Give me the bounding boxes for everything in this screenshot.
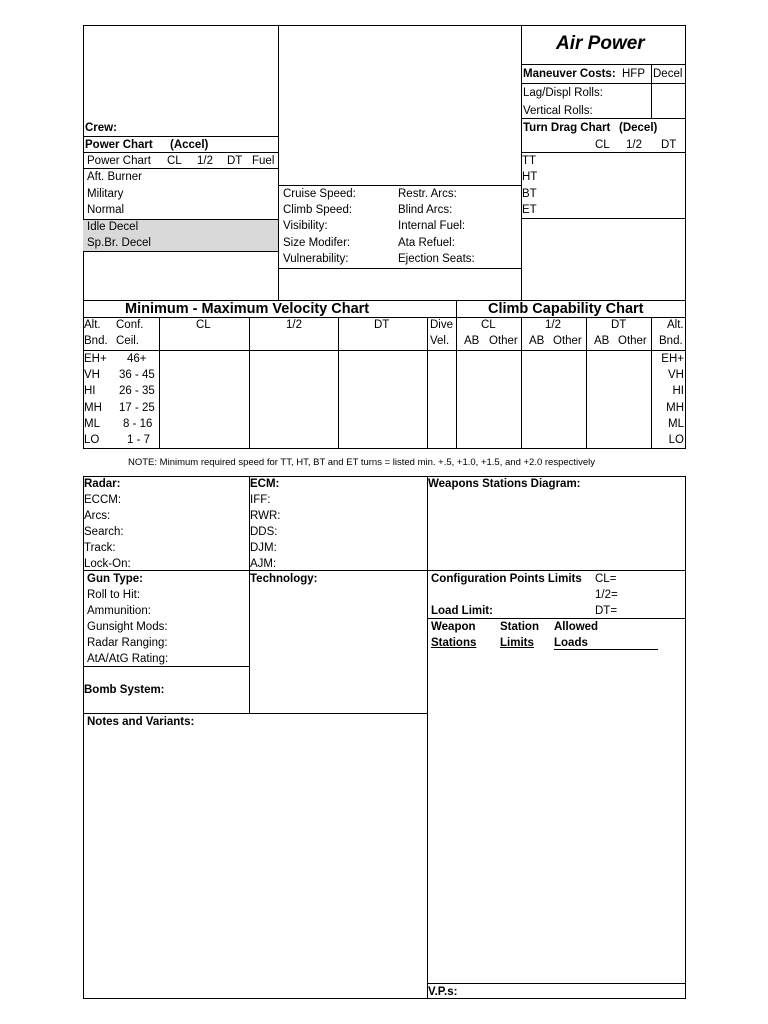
restr-arcs-label: Restr. Arcs: bbox=[398, 188, 457, 200]
maneuver-col-divider bbox=[651, 64, 652, 118]
notes-variants-label: Notes and Variants: bbox=[87, 716, 195, 728]
vh-half-other: Other bbox=[553, 335, 582, 347]
cruise-speed-label: Cruise Speed: bbox=[283, 188, 356, 200]
vcol-1 bbox=[159, 317, 160, 449]
radar-ranging-label: Radar Ranging: bbox=[87, 637, 168, 649]
table-row-band-right: MH bbox=[666, 402, 684, 414]
maneuver-costs-label: Maneuver Costs: bbox=[523, 68, 616, 80]
track-label: Track: bbox=[84, 542, 116, 554]
turn-drag-mode: (Decel) bbox=[619, 122, 658, 134]
arcs-label: Arcs: bbox=[84, 510, 111, 522]
power-chart-mode: (Accel) bbox=[170, 139, 209, 151]
config-cl-label: CL= bbox=[595, 573, 617, 585]
ata-refuel-label: Ata Refuel: bbox=[398, 237, 455, 249]
gun-type-label: Gun Type: bbox=[87, 573, 144, 585]
table-row-ceil: 17 - 25 bbox=[119, 402, 155, 414]
rwr-label: RWR: bbox=[250, 510, 281, 522]
vcol-5 bbox=[456, 317, 457, 449]
vh-climb-cl: CL bbox=[481, 319, 496, 331]
lower-border bbox=[83, 476, 686, 999]
maneuver-top-line bbox=[521, 64, 685, 65]
climb-speed-label: Climb Speed: bbox=[283, 204, 353, 216]
stations-h-stations: Stations bbox=[431, 637, 477, 649]
vh-alt: Alt. bbox=[84, 319, 101, 331]
ajm-label: AJM: bbox=[250, 558, 277, 570]
stations-h-loads: Loads bbox=[554, 637, 588, 649]
vh-ceil: Ceil. bbox=[116, 335, 140, 347]
power-chart-row-line bbox=[83, 168, 278, 169]
mid-fields-bottom-line bbox=[278, 268, 521, 269]
table-row-ceil: 36 - 45 bbox=[119, 369, 155, 381]
turn-drag-row-tt: TT bbox=[522, 155, 537, 167]
eccm-label: ECCM: bbox=[84, 494, 122, 506]
turn-speed-note: NOTE: Minimum required speed for TT, HT, BT and ET turns = listed min. +.5, +1.0, +1.5, and +2.0 respectively bbox=[128, 457, 596, 468]
turn-drag-col-cl: CL bbox=[595, 139, 610, 151]
table-row-band: HI bbox=[84, 385, 96, 397]
table-row-ceil: 1 - 7 bbox=[127, 434, 151, 446]
title-divider bbox=[456, 300, 457, 318]
vh-dt-other: Other bbox=[618, 335, 647, 347]
config-bottom-line bbox=[427, 618, 686, 619]
vcol-6 bbox=[521, 317, 522, 449]
dds-label: DDS: bbox=[250, 526, 278, 538]
iff-label: IFF: bbox=[250, 494, 271, 506]
vh-vel: Vel. bbox=[430, 335, 450, 347]
gun-bottom-line bbox=[83, 666, 249, 667]
turn-drag-row-et: ET bbox=[522, 204, 537, 216]
table-row-band-right: VH bbox=[668, 369, 684, 381]
vh-conf: Conf. bbox=[116, 319, 144, 331]
gunsight-mods-label: Gunsight Mods: bbox=[87, 621, 168, 633]
power-chart-col-label: Power Chart bbox=[87, 155, 151, 167]
ejection-seats-label: Ejection Seats: bbox=[398, 253, 475, 265]
table-row-ceil: 26 - 35 bbox=[119, 385, 155, 397]
climb-chart-title: Climb Capability Chart bbox=[488, 301, 644, 317]
lock-on-label: Lock-On: bbox=[84, 558, 131, 570]
technology-label: Technology: bbox=[250, 573, 318, 585]
vh-dt: DT bbox=[374, 319, 390, 331]
power-row-speedbrake-decel: Sp.Br. Decel bbox=[87, 237, 151, 249]
vh-cl-other: Other bbox=[489, 335, 518, 347]
vh-alt-right: Alt. bbox=[667, 319, 684, 331]
power-chart-col-fuel: Fuel bbox=[252, 155, 275, 167]
table-row-band-right: LO bbox=[668, 434, 684, 446]
turn-drag-row-bt: BT bbox=[522, 188, 537, 200]
turn-drag-col-half: 1/2 bbox=[626, 139, 642, 151]
config-points-label: Configuration Points Limits bbox=[431, 573, 582, 585]
velocity-header-line bbox=[83, 350, 686, 351]
turn-drag-col-dt: DT bbox=[661, 139, 677, 151]
radar-bottom-line bbox=[83, 570, 686, 571]
load-limit-label: Load Limit: bbox=[431, 605, 493, 617]
vps-label: V.P.s: bbox=[428, 986, 458, 998]
divider-1 bbox=[278, 25, 279, 301]
lag-displ-rolls-label: Lag/Displ Rolls: bbox=[523, 87, 603, 99]
crew-label: Crew: bbox=[85, 122, 117, 134]
notes-top-line bbox=[83, 713, 428, 714]
power-chart-header-line bbox=[83, 152, 278, 153]
vcol-3 bbox=[338, 317, 339, 449]
turn-drag-header-line bbox=[521, 152, 685, 153]
air-power-title: Air Power bbox=[556, 33, 645, 54]
blind-arcs-label: Blind Arcs: bbox=[398, 204, 453, 216]
roll-to-hit-label: Roll to Hit: bbox=[87, 589, 141, 601]
power-chart-top-line bbox=[83, 136, 278, 137]
vh-climb-dt: DT bbox=[611, 319, 627, 331]
vcol-4 bbox=[427, 317, 428, 449]
ata-atg-rating-label: AtA/AtG Rating: bbox=[87, 653, 169, 665]
radar-label: Radar: bbox=[84, 478, 121, 490]
vcol-7 bbox=[586, 317, 587, 449]
vh-bnd-right: Bnd. bbox=[659, 335, 683, 347]
turn-drag-bottom-line bbox=[521, 218, 685, 219]
velocity-chart-title: Minimum - Maximum Velocity Chart bbox=[125, 301, 370, 317]
maneuver-decel-label: Decel bbox=[653, 68, 683, 80]
internal-fuel-label: Internal Fuel: bbox=[398, 220, 466, 232]
top-border bbox=[83, 25, 686, 26]
vertical-rolls-label: Vertical Rolls: bbox=[523, 105, 593, 117]
table-row-band: EH+ bbox=[84, 353, 107, 365]
power-row-idle-decel: Idle Decel bbox=[87, 221, 139, 233]
vh-cl: CL bbox=[196, 319, 211, 331]
vh-cl-ab: AB bbox=[464, 335, 480, 347]
stations-h-limits: Limits bbox=[500, 637, 534, 649]
table-row-band-right: ML bbox=[668, 418, 684, 430]
djm-label: DJM: bbox=[250, 542, 277, 554]
size-modifier-label: Size Modifer: bbox=[283, 237, 351, 249]
table-row-band: MH bbox=[84, 402, 102, 414]
power-row-normal: Normal bbox=[87, 204, 125, 216]
stations-h-weapon: Weapon bbox=[431, 621, 476, 633]
stations-h-allowed: Allowed bbox=[554, 621, 599, 633]
mid-fields-top-line bbox=[278, 185, 521, 186]
right-border bbox=[685, 25, 686, 449]
turn-drag-title: Turn Drag Chart bbox=[523, 122, 611, 134]
table-row-ceil: 8 - 16 bbox=[123, 418, 153, 430]
maneuver-hfp-label: HFP bbox=[622, 68, 645, 80]
ecm-label: ECM: bbox=[250, 478, 280, 490]
vh-dt-ab: AB bbox=[594, 335, 610, 347]
ammunition-label: Ammunition: bbox=[87, 605, 151, 617]
vh-bnd: Bnd. bbox=[84, 335, 108, 347]
search-label: Search: bbox=[84, 526, 124, 538]
table-row-band: ML bbox=[84, 418, 100, 430]
vh-dive: Dive bbox=[430, 319, 454, 331]
power-chart-title: Power Chart bbox=[85, 139, 153, 151]
power-row-military: Military bbox=[87, 188, 124, 200]
vh-half: 1/2 bbox=[286, 319, 302, 331]
table-row-ceil: 46+ bbox=[127, 353, 147, 365]
turn-drag-top-line bbox=[521, 118, 685, 119]
power-chart-col-half: 1/2 bbox=[197, 155, 213, 167]
power-chart-col-cl: CL bbox=[167, 155, 182, 167]
table-row-band-right: HI bbox=[672, 385, 684, 397]
lower-divider-2 bbox=[427, 476, 428, 999]
table-row-band: VH bbox=[84, 369, 100, 381]
loads-underline bbox=[554, 649, 658, 650]
table-row-band-right: EH+ bbox=[661, 353, 684, 365]
stations-h-station: Station bbox=[500, 621, 539, 633]
visibility-label: Visibility: bbox=[283, 220, 328, 232]
table-row-band: LO bbox=[84, 434, 100, 446]
bomb-system-label: Bomb System: bbox=[84, 684, 165, 696]
velocity-bottom-line bbox=[83, 448, 686, 449]
vh-half-ab: AB bbox=[529, 335, 545, 347]
vulnerability-label: Vulnerability: bbox=[283, 253, 349, 265]
power-chart-col-dt: DT bbox=[227, 155, 243, 167]
power-chart-bottom-line bbox=[83, 251, 278, 252]
maneuver-row-line bbox=[521, 83, 685, 84]
weapons-diagram-label: Weapons Stations Diagram: bbox=[428, 478, 581, 490]
config-half-label: 1/2= bbox=[595, 589, 618, 601]
vps-top-line bbox=[427, 983, 686, 984]
vh-climb-half: 1/2 bbox=[545, 319, 561, 331]
vcol-2 bbox=[249, 317, 250, 449]
turn-drag-row-ht: HT bbox=[522, 171, 538, 183]
power-row-afterburner: Aft. Burner bbox=[87, 171, 142, 183]
config-dt-label: DT= bbox=[595, 605, 618, 617]
